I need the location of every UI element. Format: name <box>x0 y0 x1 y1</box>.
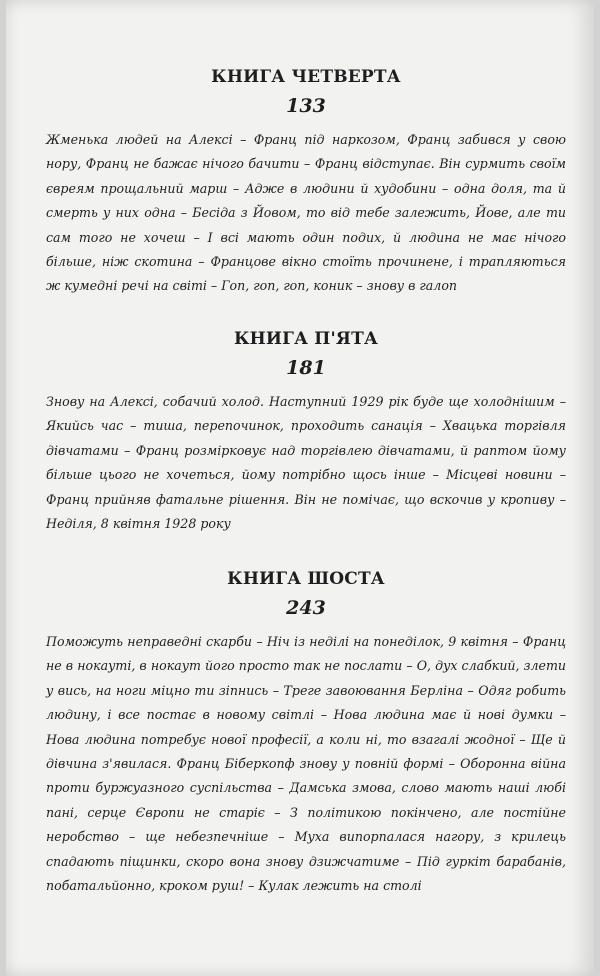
section-book-four <box>46 66 566 299</box>
section-title: КНИГА ЧЕТВЕРТА <box>211 67 401 87</box>
section-title: КНИГА П'ЯТА <box>233 329 379 349</box>
section-book-six <box>46 568 566 898</box>
section-page-number: 133 <box>286 95 326 117</box>
section-summary: Жменька людей на Алексі – Франц під наркозом, Франц забився у свою нору, Франц не бажає нічого бачити – Франц відступає. Він сурмить своїм євреям прощальний марш – Адже в людини й худобини – одна доля, та й смерть у них одна – Бесіда з Йовом, то від тебе залежить, Йове, але ти сам того не хочеш – І всі мають один подих, й людина не має нічого більше, ніж скотина – Францове вікно стоїть прочинене, і трапляються ж кумедні речі на світі – Гоп, гоп, гоп, коник – знову в галоп <box>46 132 566 294</box>
section-book-five <box>46 328 566 536</box>
section-page-number: 181 <box>286 357 326 379</box>
section-title: КНИГА ШОСТА <box>227 569 385 589</box>
section-summary: Знову на Алексі, собачий холод. Наступний 1929 рік буде ще холоднішим – Якийсь час – тиша, перепочинок, проходить санація – Хвацька торгівля дівчатами – Франц розмірковує над торгівлею дівчатами, й раптом йому більше цього не хочеться, йому потрібно щось інше – Місцеві новини – Франц прийняв фатальне рішення. Він не помічає, що вскочив у кропиву – Неділя, 8 квітня 1928 року <box>46 394 566 532</box>
book-page <box>6 0 594 976</box>
section-page-number: 243 <box>286 597 326 619</box>
section-summary: Поможуть неправедні скарби – Ніч із неділі на понеділок, 9 квітня – Франц не в нокауті, в нокаут його просто так не послати – О, дух слабкий, злети у вись, на ноги міцно ти зіпнись – Треге завоювання Берліна – Одяг робить людину, і все постає в новому світлі – Нова людина має й нові думки – Нова людина потребує нової професії, а коли ні, то взагалі жодної – Ще й дівчина з'явилася. Франц Біберкопф знову у повній формі – Оборонна війна проти буржуазного суспільства – Дамська змова, слово мають наші любі пані, серце Європи не старіє – З політикою покінчено, але постійне неробство – ще небезпечніше – Муха випорпалася нагору, з крилець спадають піщинки, скоро вона знову дзижчатиме – Під гуркіт барабанів, побатальйонно, кроком руш! – Кулак лежить на столі <box>46 634 566 894</box>
